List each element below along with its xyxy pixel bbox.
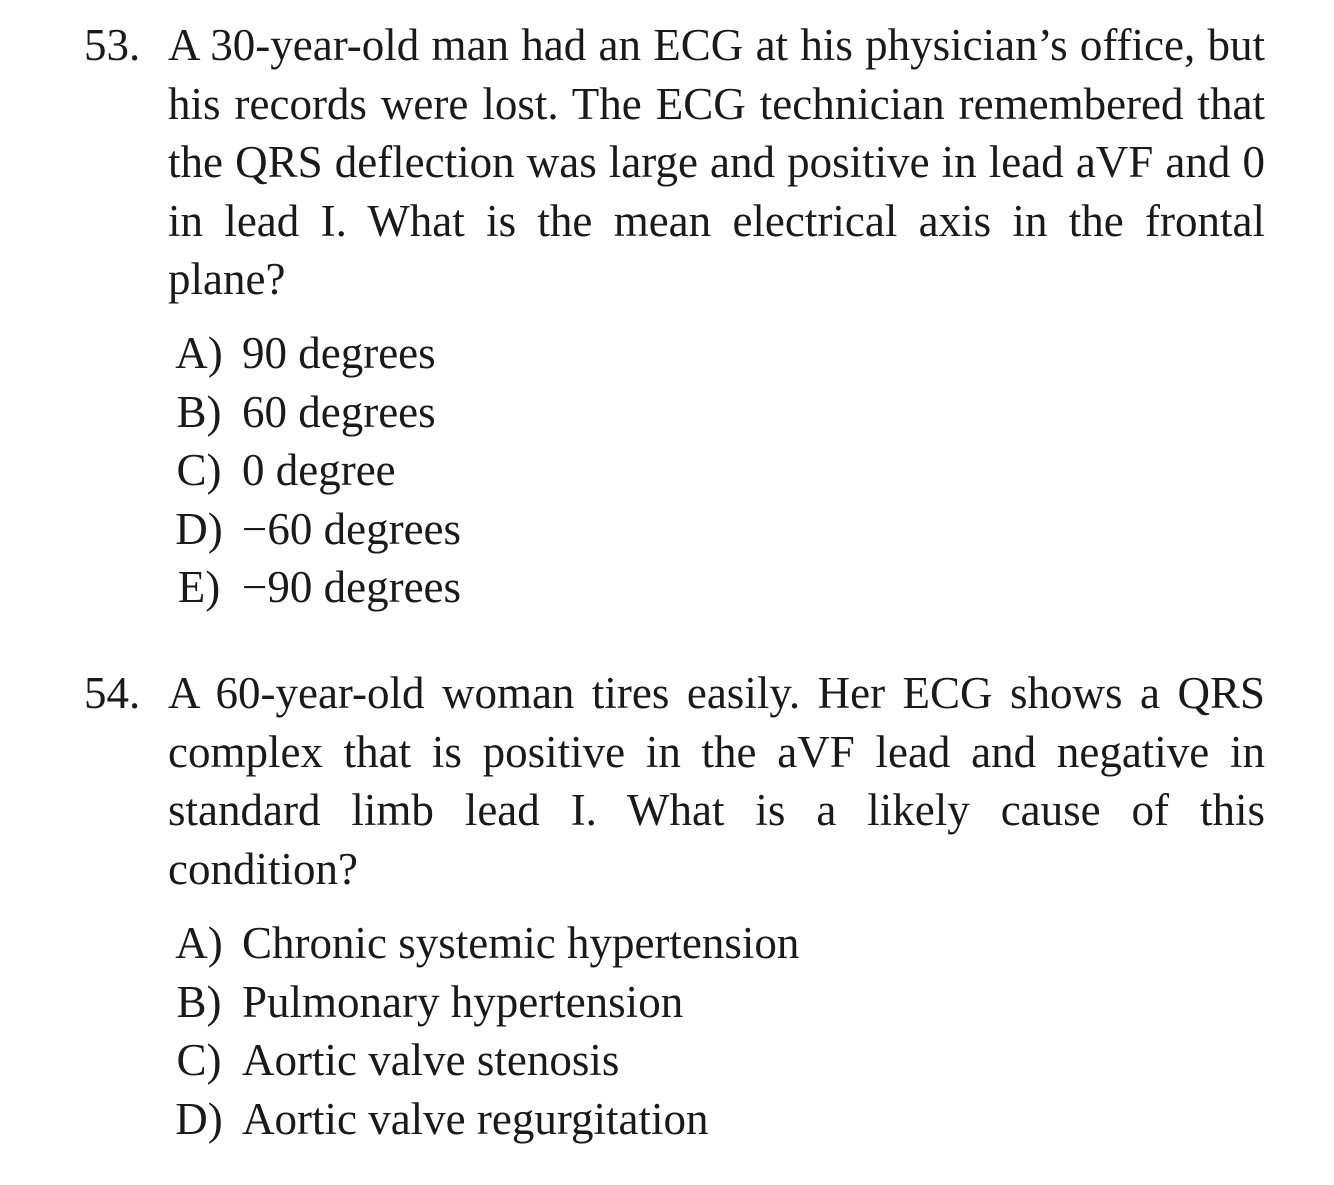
answer-choice[interactable] (168, 914, 1268, 973)
choice-text: Aortic valve stenosis (242, 1035, 620, 1085)
choice-letter: C) (176, 1035, 222, 1085)
answer-choice[interactable] (168, 500, 1268, 559)
choice-letter: C) (176, 445, 222, 495)
choice-text: −90 degrees (242, 562, 462, 612)
answer-choice[interactable] (168, 973, 1268, 1032)
answer-choice[interactable] (168, 441, 1268, 500)
answer-choices-54 (168, 914, 1268, 1148)
choice-letter: E) (177, 562, 221, 612)
choice-letter: D) (175, 1093, 223, 1144)
answer-choice[interactable] (168, 383, 1268, 442)
choice-text: 60 degrees (242, 386, 436, 437)
question-stem: A 30-year-old man had an ECG at his physician’s office, but his records were lost. The ECG technician remembered that the QRS deflection was large and positive in lead aVF and 0 in lead I. What is the mean electrical axis in the frontal plane? (168, 20, 1265, 304)
question-stem: A 60-year-old woman tires easily. Her ECG shows a QRS complex that is positive in the aVF lead and negative in standard limb lead I. What is a likely cause of this condition? (168, 668, 1265, 894)
question-number: 53. (84, 20, 141, 70)
question-number: 54. (84, 668, 141, 718)
choice-text: Aortic valve regurgitation (242, 1093, 709, 1144)
choice-letter: A) (175, 918, 223, 968)
answer-choice[interactable] (168, 324, 1268, 383)
choice-text: 90 degrees (242, 328, 436, 378)
choice-text: 0 degree (242, 445, 396, 495)
choice-text: −60 degrees (242, 503, 462, 554)
answer-choices-53 (168, 324, 1268, 617)
choice-letter: D) (175, 503, 223, 554)
choice-letter: A) (175, 328, 223, 378)
choice-letter: B) (176, 976, 222, 1027)
answer-choice[interactable] (168, 1031, 1268, 1090)
choice-text: Chronic systemic hypertension (242, 918, 800, 968)
answer-choice[interactable] (168, 1090, 1268, 1149)
choice-text: Pulmonary hypertension (242, 976, 684, 1027)
answer-choice[interactable] (168, 558, 1268, 617)
choice-letter: B) (176, 386, 222, 437)
